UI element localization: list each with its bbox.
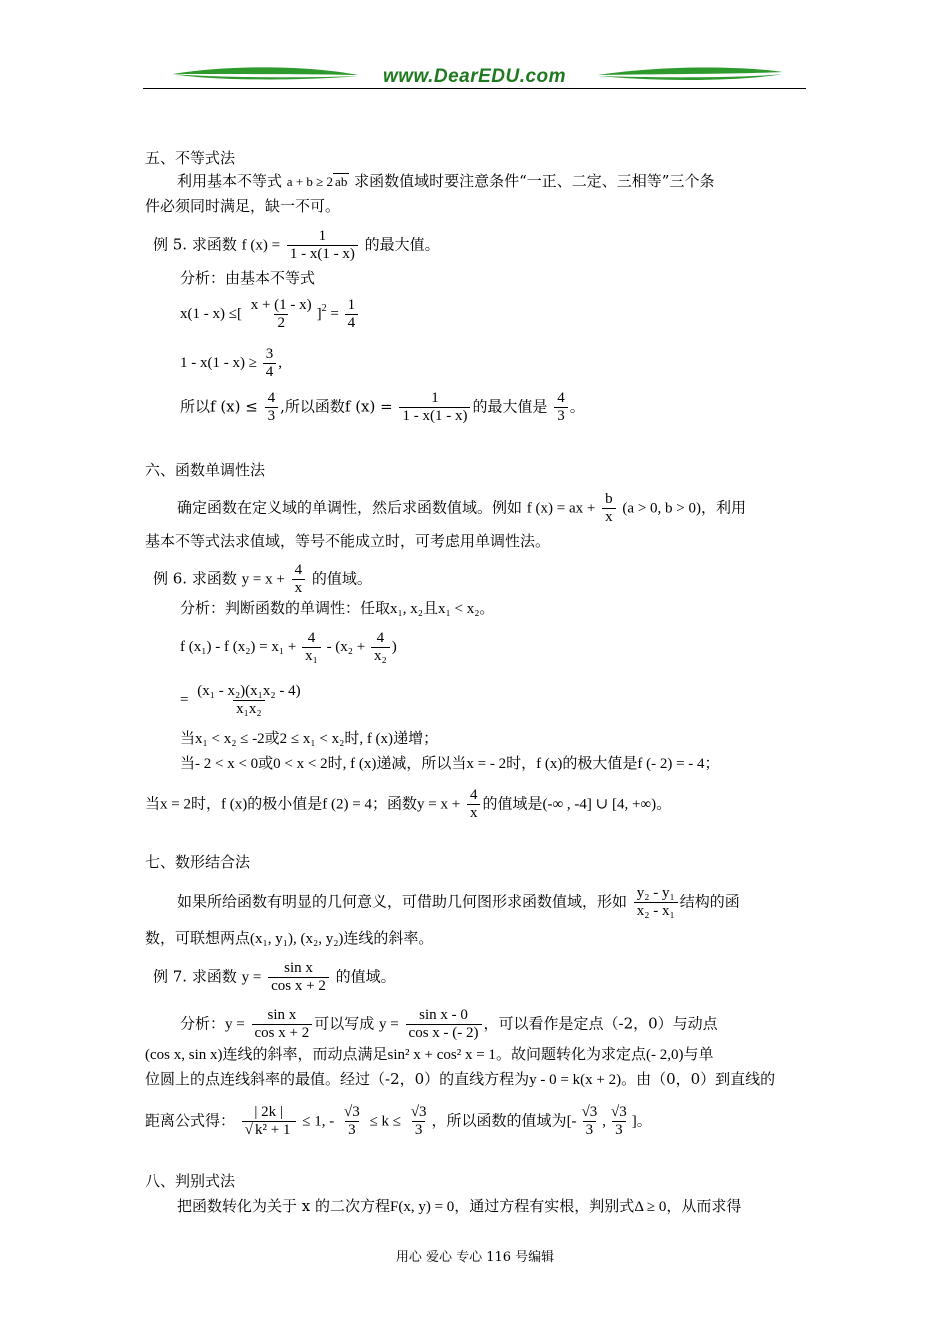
s7-analysis-line-1: 分析：y = $\frac{\text{sin x}}{\text{cos x + 2}}$ 可以写成 y = $\frac{\text{sin x - 0}}{\text{cos x - (- 2)}}$ ，可以看作是定点（-2，0）与动点: [180, 1007, 718, 1041]
header-rule: [143, 88, 806, 89]
s7-analysis-line-3: 位圆上的点连线斜率的最值。经过（-2，0）的直线方程为y - 0 = k(x + 2)。由（0，0）到直线的: [145, 1070, 776, 1088]
section-8-title: 八、判别式法: [145, 1172, 236, 1190]
s7-paragraph-line-1: 如果所给函数有明显的几何意义，可借助几何图形求函数值域，形如 $\frac{\text{y₂ - y₁}}{\text{x₂ - x₁}}$ 结构的函: [177, 885, 740, 919]
s7-analysis-line-4: 距离公式得： $\frac{| 2k |}{\text{√ k² + 1}}$ ≤ 1, - $\frac{√3}{3}$ ≤ k ≤ $\frac{√3}{3}$ ，所以函数的值域为[- $\frac{√3}{3}$ , $\frac{√3}{3}$ ]。: [145, 1104, 652, 1138]
page-header: [143, 62, 806, 92]
s5-paragraph-line-2: 件必须同时满足，缺一不可。: [145, 197, 341, 215]
s6-analysis-line-4: 当x₁ < x₂ ≤ -2或2 ≤ x₁ < x₂时, f (x)递增；: [180, 729, 439, 747]
s6-paragraph-line-2: 基本不等式法求值域，等号不能成立时，可考虑用单调性法。: [145, 532, 551, 550]
s6-paragraph-line-1: 确定函数在定义域的单调性，然后求函数值域。例如 f (x) = ax + $\frac{b}{x}$ (a > 0, b > 0)，利用: [177, 491, 747, 525]
s6-analysis-line-2: f (x₁) - f (x₂) = x₁ + $\frac{4}{\text{x₁}}$ - (x₂ + $\frac{4}{\text{x₂}}$ ): [180, 630, 397, 664]
s6-analysis-line-1: 分析：判断函数的单调性：任取x₁, x₂且x₁ < x₂。: [180, 599, 495, 617]
section-7-title: 七、数形结合法: [145, 853, 251, 871]
s7-paragraph-line-2: 数，可联想两点(x₁, y₁), (x₂, y₂)连线的斜率。: [145, 929, 434, 947]
s8-paragraph-line-1: 把函数转化为关于 x 的二次方程F(x, y) = 0，通过方程有实根，判别式Δ ≥ 0，从而求得: [177, 1197, 742, 1215]
s5-paragraph-line-1: 利用基本不等式 a + b ≥ 2 ab 求函数值域时要注意条件“一正、二定、三相等”三个条: [177, 172, 715, 190]
s5-analysis-line-4: 所以f (x) ≤ $\frac{4}{3}$ ,所以函数f (x) = $\frac{1}{1 - x(1 - x)}$ 的最大值是 $\frac{4}{3}$ 。: [180, 390, 585, 424]
s5-analysis-line-2: x(1 - x) ≤[ $\frac{x + (1 - x)}{2}$ ]$^2$ = $\frac{1}{4}$: [180, 297, 360, 332]
site-logo-text: www.DearEDU.com: [382, 66, 567, 87]
s6-analysis-line-6: 当x = 2时，f (x)的极小值是f (2) = 4；函数y = x + $\frac{4}{x}$ 的值域是(-∞ , -4] ∪ [4, +∞)。: [145, 787, 672, 821]
s5-analysis-line-3: 1 - x(1 - x) ≥ $\frac{3}{4}$ ,: [180, 346, 282, 380]
example-5: 例 5. 求函数 f (x) = $\frac{1}{1 - x(1 - x)}$ 的最大值。: [153, 228, 440, 262]
s6-analysis-line-5: 当- 2 < x < 0或0 < x < 2时, f (x)递减，所以当x = - 2时，f (x)的极大值是f (- 2) = - 4；: [180, 754, 720, 772]
example-7: 例 7. 求函数 y = $\frac{\text{sin x}}{\text{cos x + 2}}$ 的值域。: [153, 960, 396, 994]
s5-analysis-line-1: 分析：由基本不等式: [180, 269, 316, 287]
section-5-title: 五、不等式法: [145, 149, 236, 167]
section-6-title: 六、函数单调性法: [145, 461, 266, 479]
s7-analysis-line-2: (cos x, sin x)连线的斜率，而动点满足sin² x + cos² x = 1。故问题转化为求定点(- 2,0)与单: [145, 1045, 714, 1063]
s6-analysis-line-3: = $\frac{\text{(x₁ - x₂)(x₁x₂ - 4)}}{\text{x₁x₂}}$: [180, 683, 301, 717]
example-6: 例 6. 求函数 y = x + $\frac{4}{x}$ 的值域。: [153, 562, 372, 596]
page-footer: 用心 爱心 专心 116 号编辑: [395, 1250, 555, 1265]
